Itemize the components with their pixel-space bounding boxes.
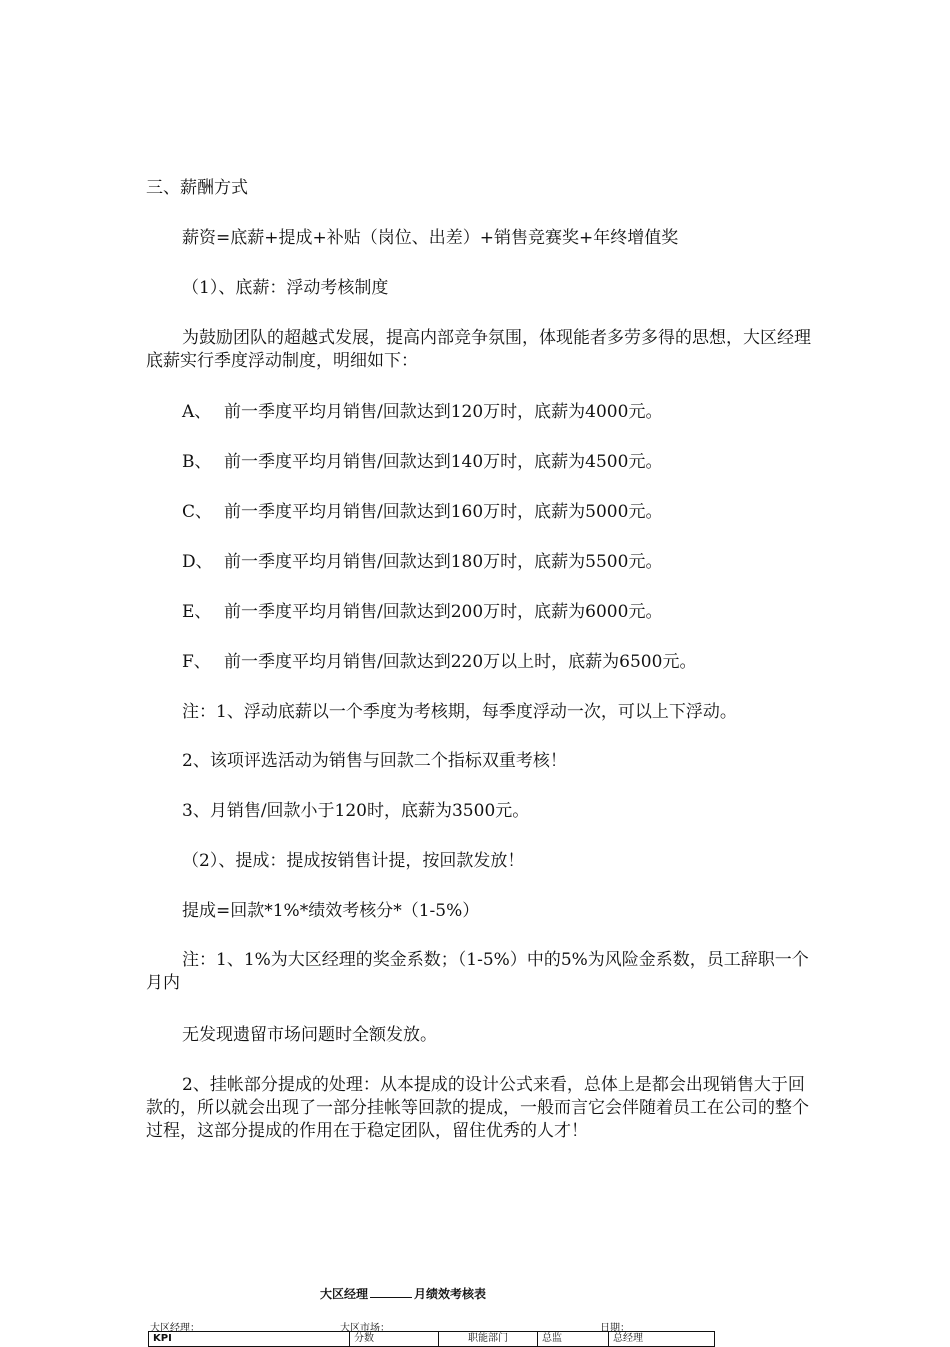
header-score: 分数 [350, 1332, 439, 1347]
item-text: 前一季度平均月销售/回款达到200万时，底薪为6000元。 [224, 602, 663, 622]
month-blank [370, 1297, 412, 1298]
base-salary-item [182, 601, 852, 624]
kpi-table [148, 1331, 715, 1347]
base-salary-note: 注：1、浮动底薪以一个季度为考核期，每季度浮动一次，可以上下浮动。 [182, 702, 737, 722]
salary-formula: 薪资=底薪+提成+补贴（岗位、出差）+销售竞赛奖+年终增值奖 [182, 228, 679, 248]
item-label: B、 [182, 452, 212, 472]
commission-note-2: 2、挂帐部分提成的处理：从本提成的设计公式来看，总体上是都会出现销售大于回款的，所以就会出现了一部分挂帐等回款的提成，一般而言它会伴随着员工在公司的整个过程，这部分提成的作用在于稳定团队，留住优秀的人才！ [146, 1075, 809, 1141]
item-label: A、 [182, 402, 212, 422]
section-title: 三、薪酬方式 [146, 178, 248, 198]
base-salary-item [182, 501, 852, 524]
item-text: 前一季度平均月销售/回款达到160万时，底薪为5000元。 [224, 502, 663, 522]
item-text: 前一季度平均月销售/回款达到140万时，底薪为4500元。 [224, 452, 663, 472]
header-kpi: KPI [149, 1332, 350, 1347]
meta-manager: 大区经理： [150, 1323, 200, 1334]
header-director: 总监 [538, 1332, 609, 1347]
item-label: E、 [182, 602, 212, 622]
item-label: F、 [182, 652, 211, 672]
meta-market: 大区市场： [340, 1323, 390, 1334]
commission-note-1-cont: 无发现遗留市场问题时全额发放。 [182, 1025, 437, 1045]
commission-note-1: 注：1、1%为大区经理的奖金系数；（1-5%）中的5%为风险金系数，员工辞职一个月内 [146, 950, 809, 993]
base-salary-note: 2、该项评选活动为销售与回款二个指标双重考核！ [182, 751, 567, 771]
kpi-header-row [149, 1332, 715, 1347]
item-label: C、 [182, 502, 213, 522]
base-salary-intro: 为鼓励团队的超越式发展，提高内部竞争氛围，体现能者多劳多得的思想，大区经理底薪实行季度浮动制度，明细如下： [146, 328, 811, 371]
base-salary-item [182, 451, 852, 474]
item-text: 前一季度平均月销售/回款达到220万以上时，底薪为6500元。 [224, 652, 697, 672]
base-salary-item [182, 551, 852, 574]
base-salary-item [182, 651, 852, 674]
kpi-table-title [320, 1285, 486, 1302]
base-salary-note: 3、月销售/回款小于120时，底薪为3500元。 [182, 801, 530, 821]
commission-formula: 提成=回款*1%*绩效考核分*（1-5%） [182, 901, 480, 921]
kpi-title-left: 大区经理 [320, 1287, 369, 1301]
meta-date: 日期： [600, 1323, 630, 1334]
item-text: 前一季度平均月销售/回款达到180万时，底薪为5500元。 [224, 552, 663, 572]
commission-heading: （2）、提成：提成按销售计提，按回款发放！ [182, 851, 525, 871]
base-salary-item [182, 401, 852, 424]
item-label: D、 [182, 552, 213, 572]
kpi-title-right: 月绩效考核表 [414, 1287, 487, 1301]
item-text: 前一季度平均月销售/回款达到120万时，底薪为4000元。 [224, 402, 663, 422]
base-salary-heading: （1）、底薪：浮动考核制度 [182, 278, 389, 298]
header-department: 职能部门 [439, 1332, 538, 1347]
header-general-manager: 总经理 [609, 1332, 715, 1347]
